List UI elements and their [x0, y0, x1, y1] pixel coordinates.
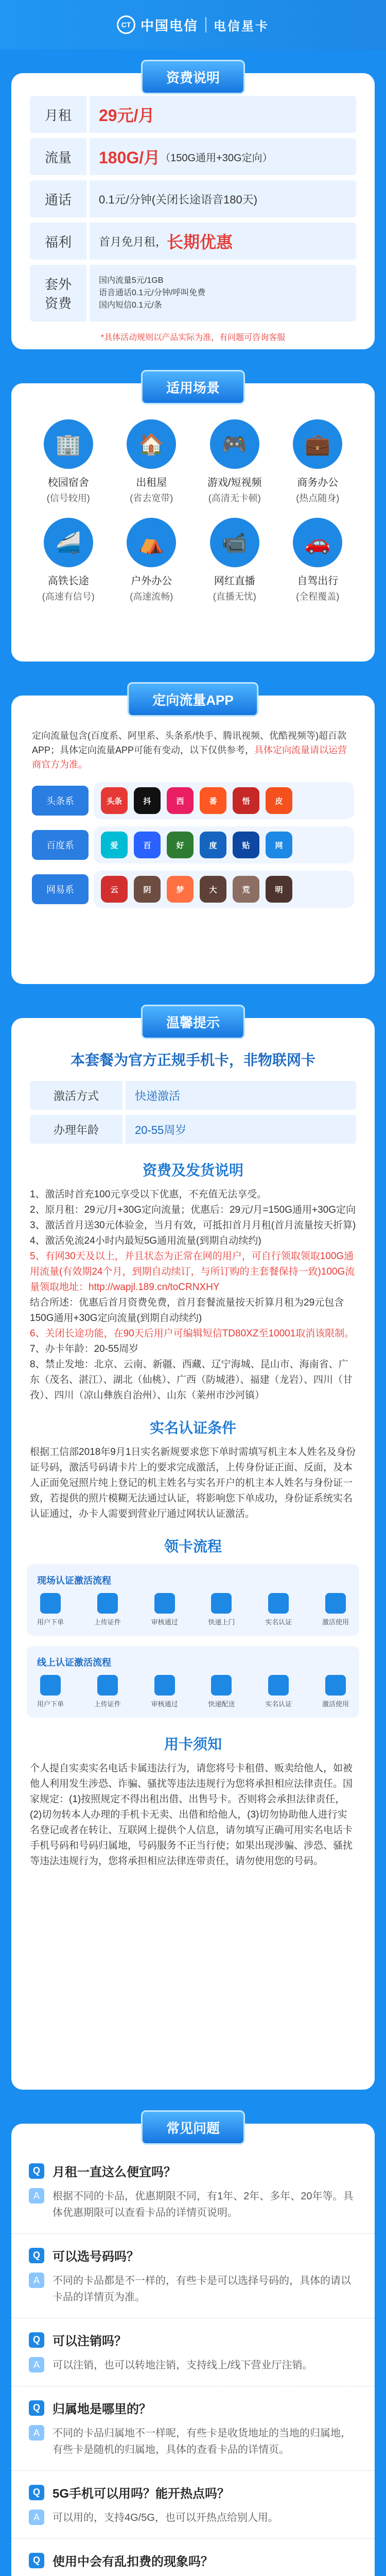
step-icon — [97, 1675, 118, 1696]
step-icon — [97, 1593, 118, 1614]
plan-title: 资费说明 — [141, 60, 245, 94]
scenes-panel — [11, 380, 375, 662]
fee-item: 结合所述：优惠后首月资费免费，首月套餐流量按天折算月租为29元包含150G通用+30G定向流量(到期自动续约) — [30, 1297, 344, 1324]
faq-answer — [29, 2273, 357, 2306]
live-icon: 📹 — [210, 518, 259, 567]
faq-question[interactable] — [29, 2483, 357, 2501]
faq-question[interactable] — [29, 2399, 357, 2417]
app-icon[interactable]: 爱 — [101, 832, 128, 858]
app-icon[interactable]: 大 — [200, 876, 226, 903]
scene-title: 校园宿舍 — [47, 477, 89, 488]
question-text: 可以注销吗？ — [52, 2334, 127, 2348]
question-text: 使用中会有乱扣费的现象吗？ — [52, 2555, 213, 2569]
flow-step — [151, 1593, 178, 1626]
extra-line: 语音通话0.1元/分钟/呼叫免费 — [99, 289, 206, 297]
scene-item — [27, 419, 110, 504]
faq-item — [11, 2539, 375, 2576]
faq-question[interactable] — [29, 2246, 357, 2264]
data-main: 180G/月 — [99, 148, 161, 167]
care-title: 用卡须知 — [164, 1736, 222, 1752]
plan-panel — [11, 70, 375, 349]
flow-step — [322, 1593, 349, 1626]
step-label: 审核通过 — [151, 1700, 178, 1708]
flow-card — [27, 1564, 359, 1636]
auth-title: 实名认证条件 — [149, 1420, 236, 1436]
faq-question[interactable] — [29, 2551, 357, 2569]
flow-steps — [37, 1593, 349, 1626]
answer-text: 根据不同的卡品，优惠期限不同，有1年、2年、多年、20年等。具体优惠期限可以查看卡品的详情页说明。 — [52, 2191, 354, 2218]
fee-list — [11, 1180, 375, 1403]
row-key: 流量 — [30, 138, 86, 175]
scene-title: 出租屋 — [136, 477, 167, 488]
app-icon[interactable]: 荒 — [233, 876, 259, 903]
app-icon[interactable]: 明 — [266, 876, 292, 903]
scene-sub: (省去宽带) — [130, 493, 173, 503]
app-row-label: 百度系 — [32, 830, 89, 860]
step-label: 上传证件 — [94, 1700, 121, 1708]
scene-sub: (高速流畅) — [130, 591, 173, 602]
scene-sub: (全程覆盖) — [296, 591, 340, 602]
extra-line: 国内短信0.1元/条 — [99, 301, 162, 310]
fee-item: 1、激活时首充100元享受以下优惠，不充值无法享受。 — [30, 1189, 267, 1200]
answer-text: 不同的卡品都是不一样的，有些卡是可以选择号码的，具体的请以卡品的详情页为准。 — [52, 2275, 351, 2303]
app-icon[interactable]: 番 — [200, 787, 226, 814]
scene-item — [110, 419, 194, 504]
auth-text: 根据工信部2018年9月1日实名新规要求您下单时需填写机主本人姓名及身份证号码，激活号码请卡片上的要求完成激活，上传身份证正面、反面，及本人正面免冠照片纯上登记的机主姓名与实名开户的机主本人姓名与身份证一致，若提供的照片模糊无法通过认证，将影响您下单成功，身份证系统实名认证通过，办卡人需要到营业厅通过网状认证激活。 — [30, 1447, 356, 1519]
plan-row-extra — [30, 265, 356, 321]
step-label: 审核通过 — [151, 1618, 178, 1626]
step-label: 快递上门 — [208, 1618, 235, 1626]
answer-text: 可以用的，支持4G/5G，也可以开热点给别人用。 — [52, 2512, 278, 2523]
notice-title: 温馨提示 — [141, 1005, 245, 1039]
app-icon[interactable]: 云 — [101, 876, 128, 903]
step-label: 用户下单 — [37, 1618, 64, 1626]
step-label: 激活使用 — [322, 1700, 349, 1708]
faq-list — [11, 2149, 375, 2576]
apps-desc — [11, 728, 375, 782]
apps-desc-link: 具体定向流量请以运营商官方为准。 — [32, 745, 347, 770]
app-icon[interactable]: 梦 — [167, 876, 194, 903]
scene-title: 游戏/短视频 — [207, 477, 262, 488]
flow-step — [94, 1675, 121, 1708]
kv-row — [30, 1081, 356, 1110]
fee-item: 5、有网30天及以上，并且状态为正常在网的用户，可自行领取领取100G通用流量(有效期24个月，到期自动续订，与所订购的主套餐保持一致)100G流量领取地址：http://wapjl.189.cn/toCRNXHY — [30, 1251, 355, 1293]
scene-title: 网红直播 — [214, 575, 255, 587]
flow-steps — [37, 1675, 349, 1708]
app-icon[interactable]: 阴 — [134, 876, 161, 903]
welfare-em: 长期优惠 — [167, 233, 233, 251]
notice-kv — [30, 1081, 356, 1144]
app-icon[interactable]: 皮 — [266, 787, 292, 814]
fee-item: 2、原月租：29元/月+30G定向流量；优惠后：29元/月=150G通用+30G定向 — [30, 1205, 356, 1215]
step-icon — [268, 1593, 289, 1614]
scene-item — [276, 518, 360, 603]
faq-question[interactable] — [29, 2162, 357, 2180]
app-row-label: 头条系 — [32, 786, 89, 816]
house-icon: 🏠 — [127, 419, 176, 469]
fee-title: 资费及发货说明 — [142, 1162, 243, 1178]
plan-note: *具体活动规则以产品实际为准，有问题可咨询客服 — [100, 333, 286, 342]
scene-sub: (高速有信号) — [42, 591, 95, 602]
app-icon[interactable]: 悟 — [233, 787, 259, 814]
laptop-icon: 💼 — [293, 419, 342, 469]
brand-mark: CT — [117, 15, 135, 34]
faq-item — [11, 2149, 375, 2234]
flow-step — [37, 1593, 64, 1626]
question-text: 月租一直这么便宜吗？ — [52, 2165, 176, 2179]
fee-item: 8、禁止发地：北京、云南、新疆、西藏、辽宁海城、昆山市、海南省、广东（茂名、湛江）、湖北（仙桃）、广西（防城港）、福建（龙岩）、四川（甘孜）、四川（凉山彝族自治州）、山东（莱州市沙河镇） — [30, 1359, 353, 1401]
scene-item — [193, 518, 276, 603]
app-icons — [94, 826, 354, 863]
app-rows — [11, 782, 375, 908]
faq-item — [11, 2318, 375, 2386]
scene-item — [193, 419, 276, 504]
faq-title: 常见问题 — [141, 2110, 245, 2145]
question-text: 可以选号码吗？ — [52, 2250, 139, 2264]
data-sub: （150G通用+30G定向） — [160, 152, 273, 164]
scene-sub: (信号较用) — [46, 493, 90, 503]
flow-list — [11, 1564, 375, 1718]
apps-title: 定向流量APP — [127, 682, 258, 717]
row-key: 福利 — [30, 223, 86, 260]
kv-row — [30, 1115, 356, 1144]
step-icon — [211, 1675, 232, 1696]
call-value: 0.1元/分钟(关闭长途语音180天) — [90, 180, 356, 217]
flow-step — [265, 1675, 292, 1708]
flow-heading: 线上认证激活流程 — [37, 1657, 111, 1668]
kv-value: 20-55周岁 — [126, 1115, 356, 1144]
app-row — [32, 782, 354, 819]
faq-answer — [29, 2188, 357, 2221]
building-icon: 🏢 — [44, 419, 93, 469]
outdoor-icon: ⛺ — [127, 518, 176, 567]
kv-value: 快递激活 — [126, 1081, 356, 1110]
step-label: 激活使用 — [322, 1618, 349, 1626]
scene-item — [110, 518, 194, 603]
step-icon — [40, 1675, 61, 1696]
plan-row-monthly — [30, 96, 356, 133]
app-icon[interactable]: 头条 — [101, 787, 128, 814]
notice-headline: 本套餐为官方正规手机卡，非物联网卡 — [70, 1052, 315, 1068]
step-icon — [325, 1675, 346, 1696]
scene-title: 自驾出行 — [297, 575, 339, 587]
app-row-label: 网易系 — [32, 874, 89, 904]
data-value — [90, 138, 356, 175]
scene-sub: (热点随身) — [296, 493, 340, 503]
app-icon[interactable]: 西 — [167, 787, 194, 814]
answer-icon: A — [29, 2510, 44, 2525]
step-icon — [325, 1593, 346, 1614]
scene-sub: (高清无卡顿) — [208, 493, 261, 503]
step-icon — [268, 1675, 289, 1696]
app-row — [32, 871, 354, 908]
flow-step — [208, 1593, 235, 1626]
step-label: 上传证件 — [94, 1618, 121, 1626]
brand-logo — [117, 15, 198, 35]
header-divider — [205, 17, 206, 32]
app-icon[interactable]: 贴 — [233, 832, 259, 858]
flow-step — [37, 1675, 64, 1708]
monthly-fee: 29元/月 — [90, 96, 356, 133]
notice-panel — [11, 1015, 375, 2090]
question-text: 5G手机可以用吗？能开热点吗？ — [52, 2487, 230, 2501]
plan-row-call — [30, 180, 356, 217]
welfare-value — [90, 223, 356, 260]
step-icon — [154, 1675, 175, 1696]
step-icon — [154, 1593, 175, 1614]
kv-key: 激活方式 — [30, 1081, 122, 1110]
row-key: 套外 资费 — [30, 265, 86, 321]
scene-grid — [11, 419, 375, 603]
apps-desc-text: 定向流量包含(百度系、阿里系、头条系/快手、腾讯视频、优酷视频等)超百款APP；具体定向流量APP可能有变动，以下仅供参考， — [32, 731, 346, 755]
flow-step — [151, 1675, 178, 1708]
question-icon: Q — [29, 2332, 44, 2348]
plan-row-welfare — [30, 223, 356, 260]
app-icon[interactable]: 抖 — [134, 787, 161, 814]
welfare-pre: 首月免月租， — [99, 235, 167, 248]
answer-text: 不同的卡品归属地不一样呢，有些卡是收货地址的当地的归属地，有些卡是随机的归属地，具体的查看卡品的详情页。 — [52, 2428, 351, 2455]
page-header — [0, 0, 386, 49]
flow-step — [322, 1675, 349, 1708]
row-key: 通话 — [30, 180, 86, 217]
faq-answer — [29, 2357, 357, 2374]
flow-step — [94, 1593, 121, 1626]
step-label: 用户下单 — [37, 1700, 64, 1708]
question-icon: Q — [29, 2400, 44, 2416]
fee-item: 6、关闭长途功能，在90天后用户可编辑短信TD80XZ至10001取消该限制。 — [30, 1328, 355, 1339]
answer-icon: A — [29, 2188, 44, 2204]
flow-step — [208, 1675, 235, 1708]
faq-question[interactable] — [29, 2331, 357, 2349]
app-icons — [94, 782, 354, 819]
care-text: 个人提自实卖实名电话卡属违法行为，请您将号卡租借、贩卖给他人，如被他人利用发生涉恐、诈骗、骚扰等违法违规行为您将承担相应法律责任。国家规定：(1)按照规定不得出租出借、出售号卡。否则将会承担法律责任，(2)切勿转本人办理的手机卡无卖、出借和给他人，(3)切勿协助他人进行实名登记或者在转让、互联网上提供个人信息，请勿填写正确可用实名电话卡手机号码和号码归属地，号码服务不正当行使；如果出现涉骗、涉恐、骚扰等违法违规行为，您将承担相应法律连带责任，请勿使用您的号码。 — [30, 1763, 353, 1867]
app-icon[interactable]: 度 — [200, 832, 226, 858]
answer-icon: A — [29, 2273, 44, 2288]
faq-answer — [29, 2425, 357, 2458]
scene-item — [276, 419, 360, 504]
car-icon: 🚗 — [293, 518, 342, 567]
answer-icon: A — [29, 2425, 44, 2441]
app-icon[interactable]: 百 — [134, 832, 161, 858]
fee-item: 4、激活免流24小时内最短5G通用流量(到期自动续约) — [30, 1235, 261, 1246]
row-key: 月租 — [30, 96, 86, 133]
faq-answer — [29, 2510, 357, 2526]
flow-heading: 现场认证激活流程 — [37, 1575, 111, 1586]
app-icons — [94, 871, 354, 908]
question-icon: Q — [29, 2163, 44, 2179]
extra-line: 国内流量5元/1GB — [99, 276, 164, 285]
scene-sub: (直播无忧) — [213, 591, 256, 602]
flow-card — [27, 1646, 359, 1718]
scene-title: 商务办公 — [297, 477, 339, 488]
question-icon: Q — [29, 2553, 44, 2568]
flow-step — [265, 1593, 292, 1626]
flow-title: 领卡流程 — [164, 1538, 222, 1554]
kv-key: 办理年龄 — [30, 1115, 122, 1144]
app-icon[interactable]: 好 — [167, 832, 194, 858]
answer-text: 可以注销，也可以转地注销，支持线上/线下营业厅注销。 — [52, 2360, 313, 2371]
app-row — [32, 826, 354, 863]
question-text: 归属地是哪里的？ — [52, 2402, 151, 2416]
step-label: 实名认证 — [265, 1618, 292, 1626]
scene-item — [27, 518, 110, 603]
extra-value — [90, 265, 356, 321]
faq-item — [11, 2386, 375, 2471]
plan-row-data — [30, 138, 356, 175]
scenes-title: 适用场景 — [141, 370, 245, 404]
step-icon — [40, 1593, 61, 1614]
question-icon: Q — [29, 2248, 44, 2263]
fee-item: 7、办卡年龄：20-55周岁 — [30, 1344, 139, 1354]
brand-name: 中国电信 — [140, 18, 198, 33]
app-icon[interactable]: 网 — [266, 832, 292, 858]
question-icon: Q — [29, 2485, 44, 2500]
faq-item — [11, 2234, 375, 2318]
train-icon: 🚄 — [44, 518, 93, 567]
answer-icon: A — [29, 2357, 44, 2372]
gamepad-icon: 🎮 — [210, 419, 259, 469]
apps-panel — [11, 692, 375, 984]
header-tagline: 电信星卡 — [214, 19, 269, 33]
faq-item — [11, 2471, 375, 2539]
scene-title: 户外办公 — [131, 575, 172, 587]
scene-title: 高铁长途 — [47, 575, 89, 587]
fee-item: 3、激活首月送30元体验金，当月有效，可抵扣首月月租(首月流量按天折算) — [30, 1220, 356, 1231]
step-label: 实名认证 — [265, 1700, 292, 1708]
faq-panel — [11, 2121, 375, 2576]
step-icon — [211, 1593, 232, 1614]
step-label: 快递配送 — [208, 1700, 235, 1708]
